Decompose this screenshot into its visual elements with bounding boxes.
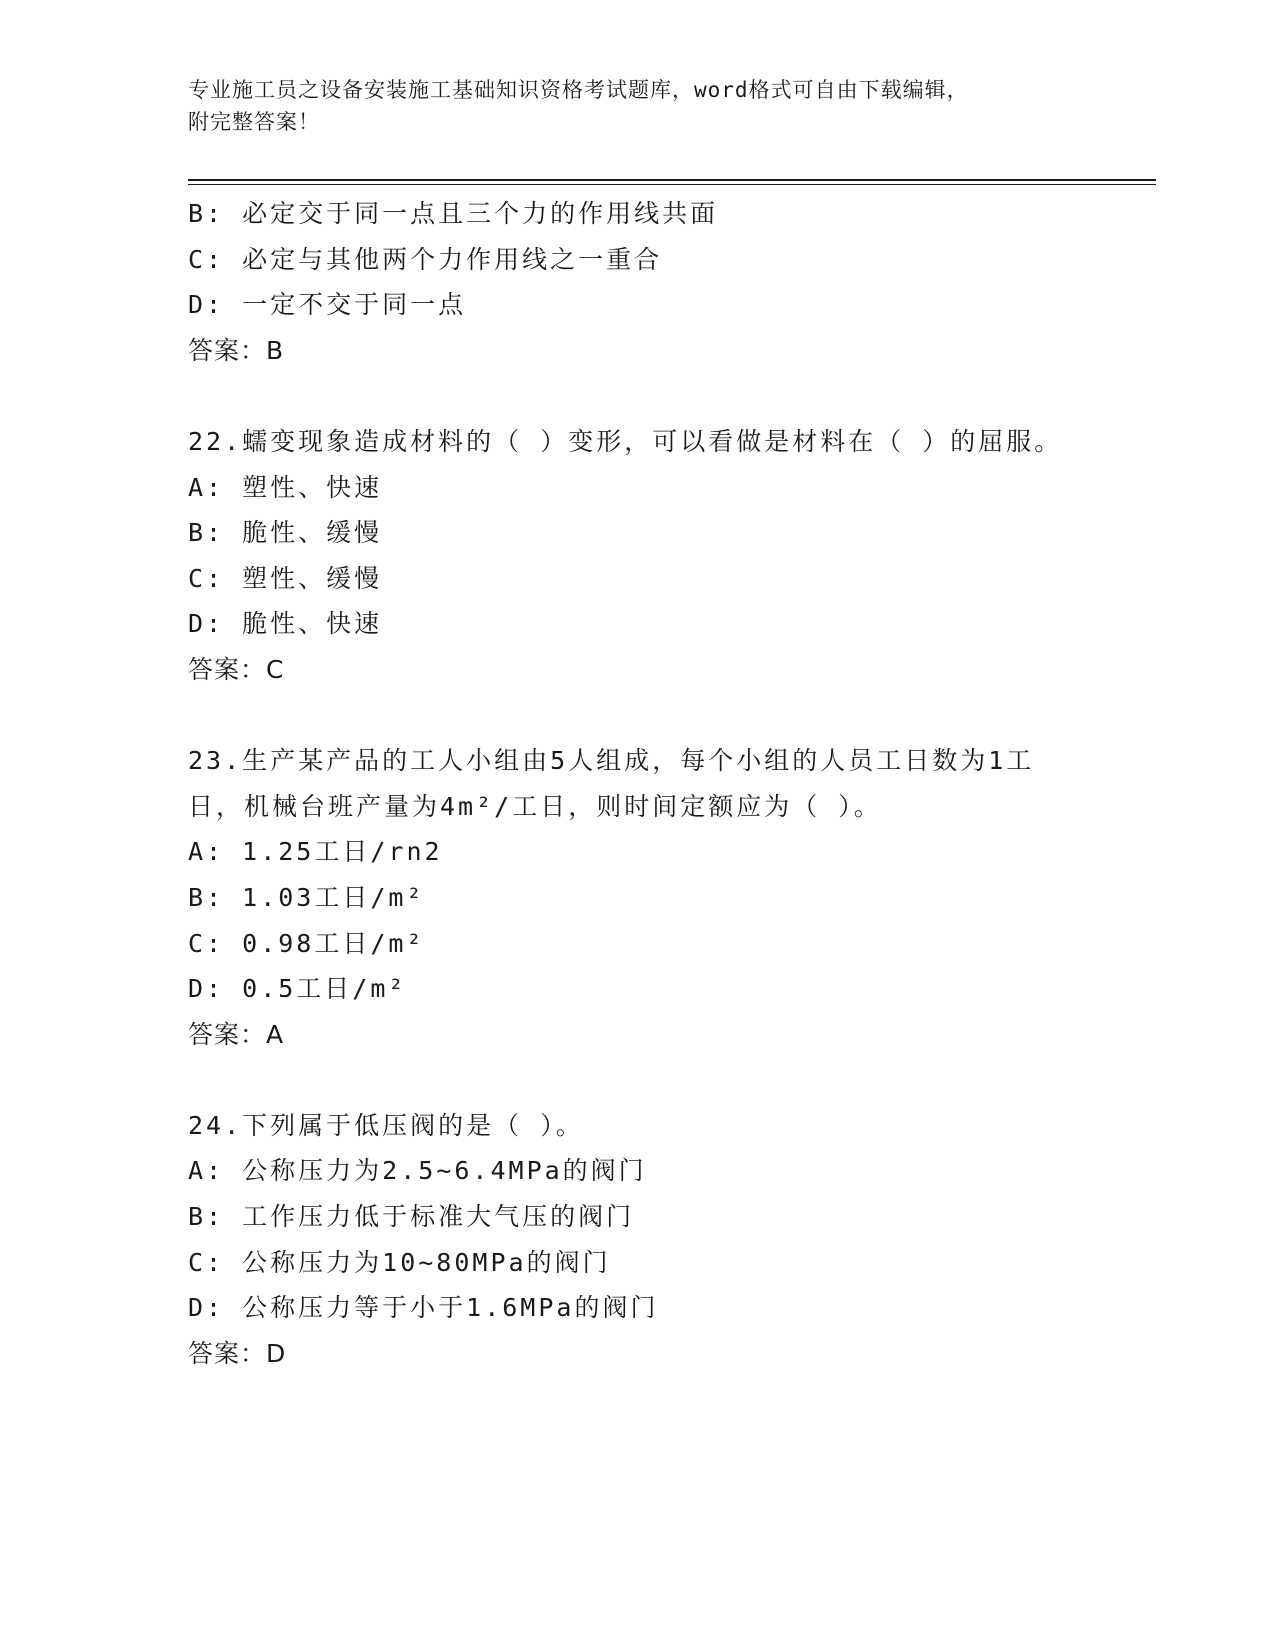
- option-d: D: 脆性、快速: [188, 609, 383, 639]
- header-divider-thin: [188, 184, 1156, 185]
- spacer: [188, 373, 1088, 419]
- option-b: B: 1.03工日/m²: [188, 882, 425, 912]
- option-b: B: 工作压力低于标准大气压的阀门: [188, 1202, 635, 1232]
- question-21-continuation: [188, 191, 1088, 373]
- option-b: B: 脆性、缓慢: [188, 518, 383, 548]
- option-a: A: 公称压力为2.5~6.4MPa的阀门: [188, 1156, 647, 1186]
- answer-line: 答案：D: [188, 1338, 287, 1368]
- question-stem-line-1: 23.生产某产品的工人小组由5人组成，每个小组的人员工日数为1工: [188, 746, 1035, 776]
- question-stem-line-2: 日，机械台班产量为4m²/工日，则时间定额应为（ ）。: [188, 791, 882, 821]
- answer-line: 答案：A: [188, 1019, 285, 1049]
- header-title-line-1: 专业施工员之设备安装施工基础知识资格考试题库，word格式可自由下载编辑，: [188, 78, 969, 102]
- question-list: [188, 191, 1088, 1376]
- question-23: [188, 738, 1088, 1057]
- option-b: B: 必定交于同一点且三个力的作用线共面: [188, 199, 719, 228]
- question-stem: 24.下列属于低压阀的是（ ）。: [188, 1110, 584, 1140]
- option-d: D: 公称压力等于小于1.6MPa的阀门: [188, 1293, 659, 1323]
- option-c: C: 必定与其他两个力作用线之一重合: [188, 244, 663, 274]
- option-d: D: 0.5工日/m²: [188, 974, 407, 1004]
- option-c: C: 公称压力为10~80MPa的阀门: [188, 1247, 611, 1277]
- answer-line: 答案：C: [188, 654, 285, 684]
- option-a: A: 1.25工日/rn2: [188, 837, 443, 867]
- option-d: D: 一定不交于同一点: [188, 290, 467, 320]
- option-c: C: 塑性、缓慢: [188, 563, 383, 593]
- spacer: [188, 1057, 1088, 1103]
- option-c: C: 0.98工日/m²: [188, 928, 425, 958]
- spacer: [188, 693, 1088, 739]
- header-divider-thick: [188, 179, 1156, 181]
- question-22: [188, 419, 1088, 693]
- question-24: [188, 1103, 1088, 1377]
- option-a: A: 塑性、快速: [188, 472, 383, 502]
- header-title-line-2: 附完整答案！: [188, 110, 320, 134]
- answer-line: 答案：B: [188, 335, 285, 365]
- document-header: [188, 74, 1088, 138]
- question-stem: 22.蠕变现象造成材料的（ ）变形，可以看做是材料在（ ）的屈服。: [188, 426, 1063, 456]
